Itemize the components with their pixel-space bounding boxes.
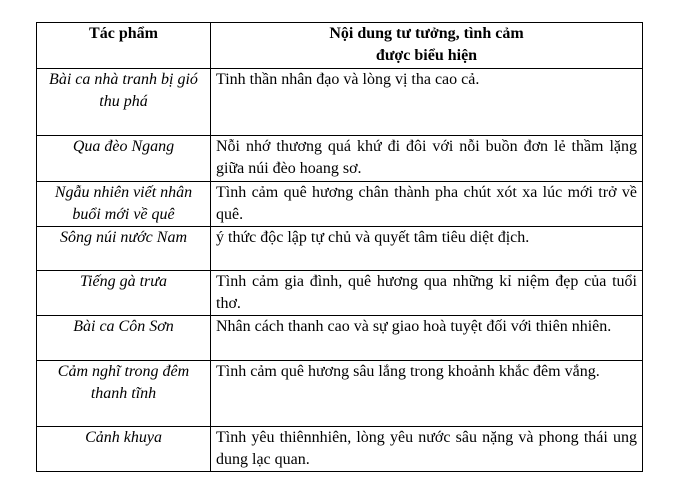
work-content: Tình cảm quê hương chân thành pha chút xót xa lúc mới trở về quê.	[211, 182, 643, 227]
work-title: Cảnh khuya	[37, 427, 211, 472]
work-content: Tinh thần nhân đạo và lòng vị tha cao cả.	[211, 69, 643, 136]
work-content: Tình cảm gia đình, quê hương qua những kỉ niệm đẹp của tuổi thơ.	[211, 271, 643, 316]
header-content-line1: Nội dung tư tưởng, tình cảm	[329, 25, 524, 42]
header-work: Tác phẩm	[37, 23, 211, 69]
work-title: Bài ca Côn Sơn	[37, 316, 211, 361]
work-title: Tiếng gà trưa	[37, 271, 211, 316]
literature-table	[36, 22, 643, 472]
work-content: Nỗi nhớ thương quá khứ đi đôi với nỗi buồn đơn lẻ thầm lặng giữa núi đèo hoang sơ.	[211, 136, 643, 182]
table-row	[37, 361, 643, 427]
work-title: Qua đèo Ngang	[37, 136, 211, 182]
work-content: Tình yêu thiênnhiên, lòng yêu nước sâu nặng và phong thái ung dung lạc quan.	[211, 427, 643, 472]
table-header-row	[37, 23, 643, 69]
table-row	[37, 182, 643, 227]
work-title: Cảm nghĩ trong đêm thanh tĩnh	[37, 361, 211, 427]
table-row	[37, 427, 643, 472]
work-content: ý thức độc lập tự chủ và quyết tâm tiêu diệt địch.	[211, 227, 643, 271]
header-content-line2: được biểu hiện	[375, 47, 478, 64]
work-title: Bài ca nhà tranh bị gió thu phá	[37, 69, 211, 136]
table-row	[37, 227, 643, 271]
table-row	[37, 271, 643, 316]
work-content: Tình cảm quê hương sâu lắng trong khoảnh khắc đêm vắng.	[211, 361, 643, 427]
work-title: Sông núi nước Nam	[37, 227, 211, 271]
table-row	[37, 316, 643, 361]
work-content: Nhân cách thanh cao và sự giao hoà tuyệt đối với thiên nhiên.	[211, 316, 643, 361]
table-row	[37, 136, 643, 182]
table-row	[37, 69, 643, 136]
header-content	[211, 23, 643, 69]
work-title: Ngẫu nhiên viết nhân buổi mới về quê	[37, 182, 211, 227]
